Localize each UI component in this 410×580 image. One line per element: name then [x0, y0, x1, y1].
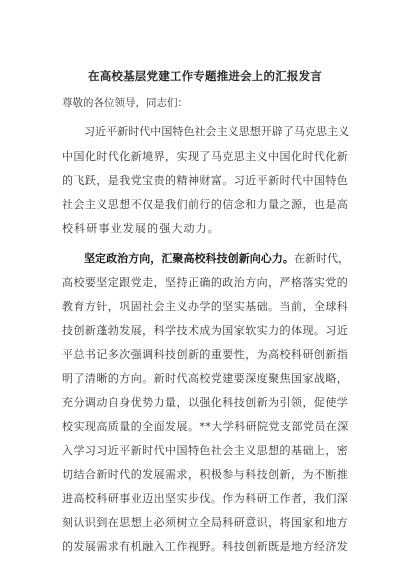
paragraph-line: 的发展需求有机融入工作视野。科技创新既是地方经济发 — [62, 540, 349, 553]
paragraph-line: 平总书记多次强调科技创新的重要性，为高校科研创新指 — [62, 348, 349, 361]
paragraph-line: 中国化时代化新境界，实现了马克思主义中国化时代化新 — [62, 150, 349, 163]
paragraph-line: 高校要坚定跟党走，坚持正确的政治方向，严格落实党的 — [62, 276, 349, 289]
paragraph-line: 坚定政治方向，汇聚高校科技创新向心力。在新时代， — [84, 252, 350, 265]
paragraph-line: 教育方针，巩固社会主义办学的坚实基础。当前，全球科 — [62, 300, 349, 313]
paragraph-line: 入学习习近平新时代中国特色社会主义思想的基础上，密 — [62, 444, 349, 457]
salutation: 尊敬的各位领导，同志们： — [62, 97, 188, 109]
paragraph-line: 进高校科研事业迈出坚实步伐。作为科研工作者，我们深 — [62, 492, 349, 505]
paragraph-line: 技创新蓬勃发展，科学技术成为国家软实力的体现。习近 — [62, 324, 349, 337]
document-title: 在高校基层党建工作专题推进会上的汇报发言 — [88, 69, 322, 83]
paragraph-line: 明了清晰的方向。新时代高校党建要深度聚焦国家战略， — [62, 372, 349, 385]
paragraph-line: 社会主义思想不仅是我们前行的信念和力量之源，也是高 — [62, 198, 349, 211]
section-heading: 坚定政治方向，汇聚高校科技创新向心力。 — [84, 252, 294, 265]
paragraph-line: 校科研事业发展的强大动力。 — [62, 222, 220, 235]
paragraph-line: 充分调动自身优势力量，以强化科技创新为引领，促使学 — [62, 396, 349, 409]
paragraph-line: 刻认识到在思想上必须树立全局科研意识，将国家和地方 — [62, 516, 349, 529]
paragraph-line: 习近平新时代中国特色社会主义思想开辟了马克思主义 — [84, 125, 350, 138]
paragraph-line: 校实现高质量的全面发展。**大学科研院党支部党员在深 — [62, 420, 349, 433]
paragraph-line: 切结合新时代的发展需求，积极参与科技创新，为不断推 — [62, 468, 349, 481]
paragraph-line: 的飞跃，是我党宝贵的精神财富。习近平新时代中国特色 — [62, 174, 349, 187]
